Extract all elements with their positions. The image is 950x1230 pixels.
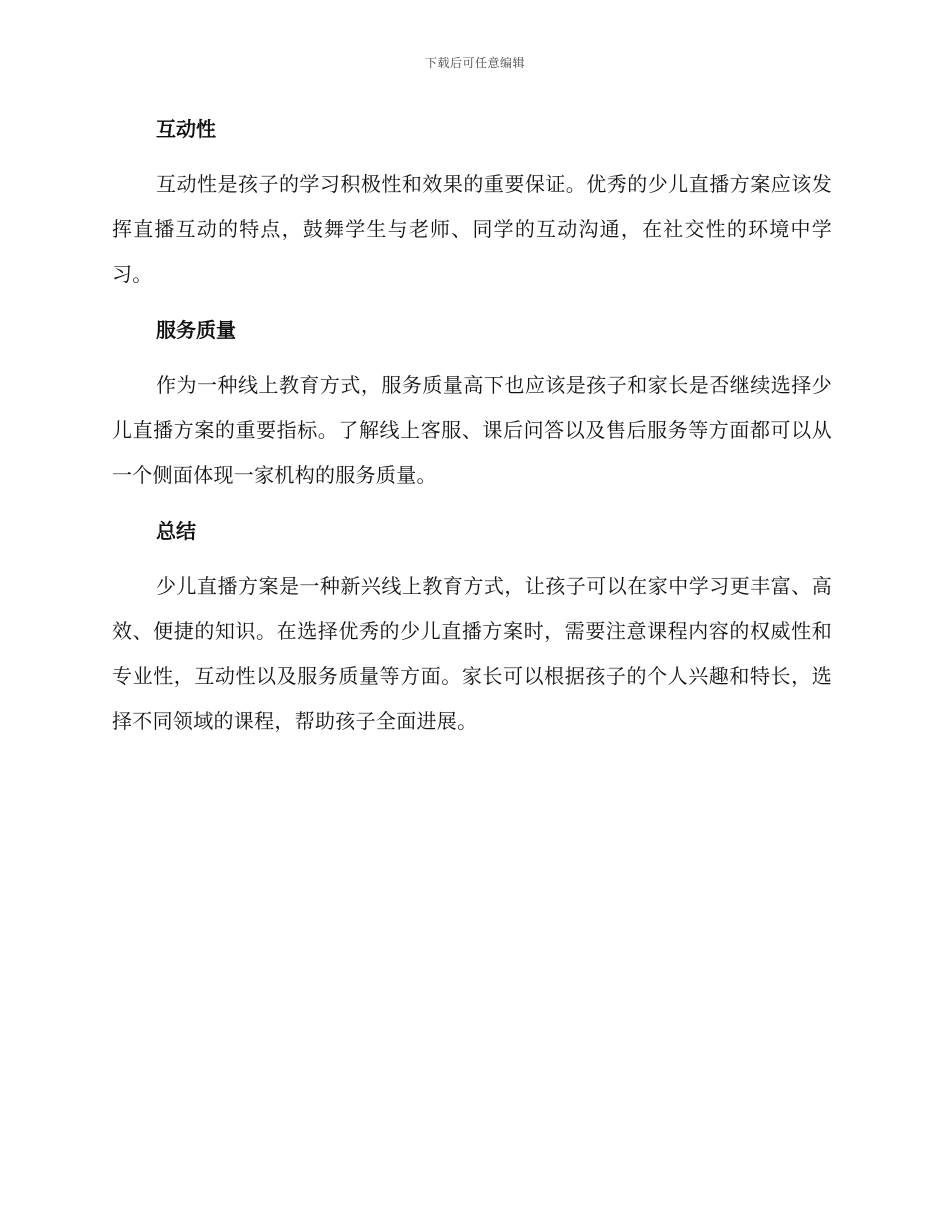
section-heading-summary: 总结 [156,519,196,543]
document-body [112,112,832,760]
section-heading-service-quality: 服务质量 [156,318,236,342]
header-note: 下载后可任意编辑 [424,56,525,70]
section-paragraph-summary: 少儿直播方案是一种新兴线上教育方式，让孩子可以在家中学习更丰富、高效、便捷的知识。在选择优秀的少儿直播方案时，需要注意课程内容的权威性和专业性，互动性以及服务质量等方面。家长可以根据孩子的个人兴趣和特长，选择不同领域的课程，帮助孩子全面进展。 [112,574,832,733]
section-paragraph-interactivity: 互动性是孩子的学习积极性和效果的重要保证。优秀的少儿直播方案应该发挥直播互动的特点，鼓舞学生与老师、同学的互动沟通，在社交性的环境中学习。 [112,172,832,286]
section-paragraph-service-quality: 作为一种线上教育方式，服务质量高下也应该是孩子和家长是否继续选择少儿直播方案的重要指标。了解线上客服、课后问答以及售后服务等方面都可以从一个侧面体现一家机构的服务质量。 [112,373,832,487]
section-heading-interactivity: 互动性 [156,117,216,141]
